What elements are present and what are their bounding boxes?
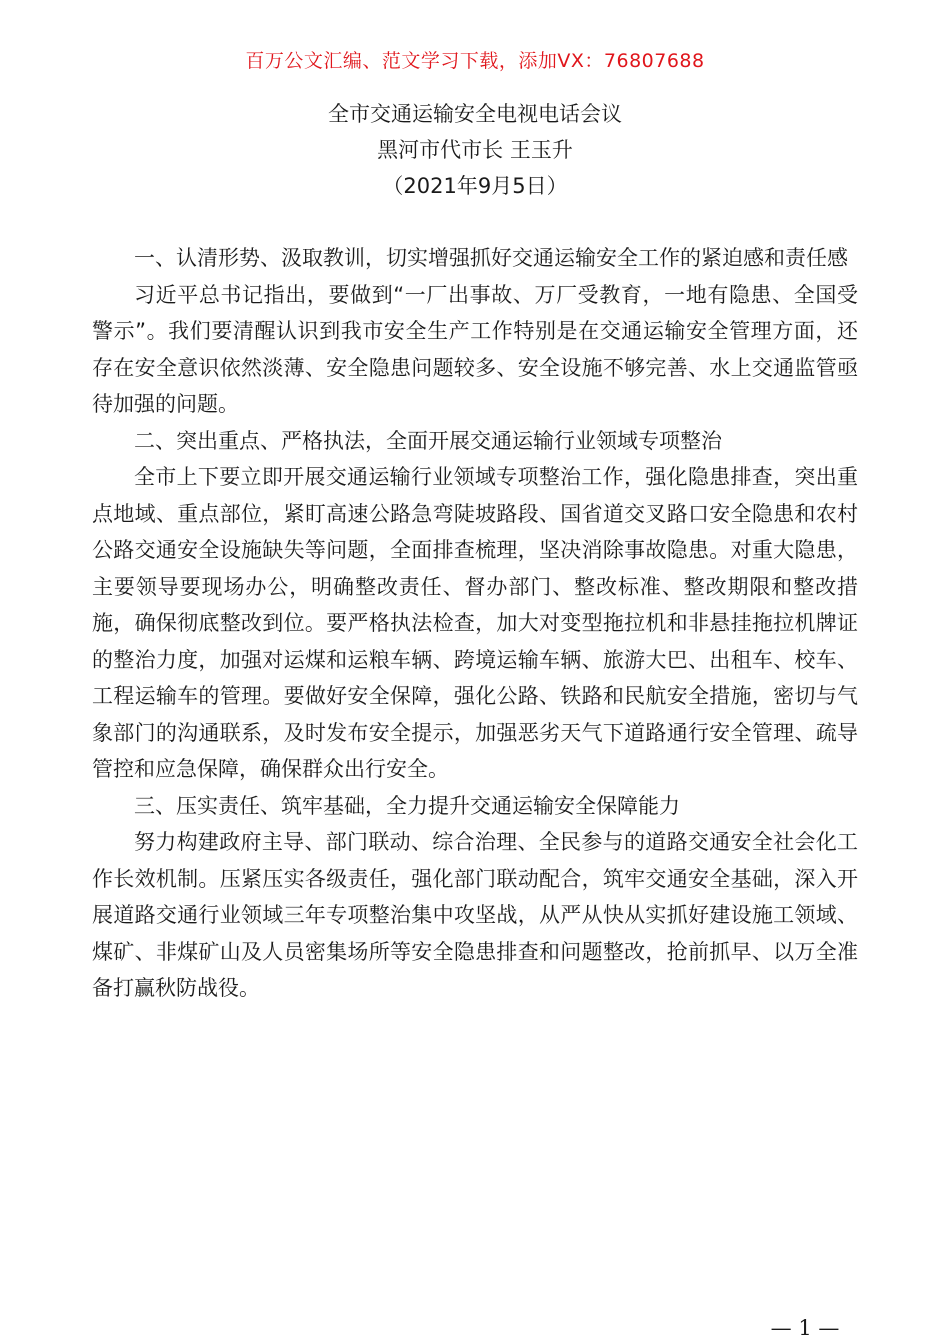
- section-heading-3: 三、压实责任、筑牢基础，全力提升交通运输安全保障能力: [134, 793, 680, 818]
- section-heading-1: 一、认清形势、汲取教训，切实增强抓好交通运输安全工作的紧迫感和责任感: [134, 246, 848, 270]
- section-paragraph-1: 习近平总书记指出，要做到“一厂出事故、万厂受教育，一地有隐患、全国受警示”。我们要清醒认识到我市安全生产工作特别是在交通运输安全管理方面，还存在安全意识依然淡薄、安全隐患问题较多、安全设施不够完善、水上交通监管亟待加强的问题。: [92, 282, 858, 416]
- document-date: （2021年9月5日）: [382, 174, 568, 198]
- document-title: 全市交通运输安全电视电话会议: [328, 102, 622, 126]
- section-paragraph-2: 全市上下要立即开展交通运输行业领域专项整治工作，强化隐患排查，突出重点地域、重点部位，紧盯高速公路急弯陡坡路段、国省道交叉路口安全隐患和农村公路交通安全设施缺失等问题，全面排查梳理，坚决消除事故隐患。对重大隐患，主要领导要现场办公，明确整改责任、督办部门、整改标准、整改期限和整改措施，确保彻底整改到位。要严格执法检查，加大对变型拖拉机和非悬挂拖拉机牌证的整治力度，加强对运煤和运粮车辆、跨境运输车辆、旅游大巴、出租车、校车、工程运输车的管理。要做好安全保障，强化公路、铁路和民航安全措施，密切与气象部门的沟通联系，及时发布安全提示，加强恶劣天气下道路通行安全管理、疏导管控和应急保障，确保群众出行安全。: [92, 465, 858, 781]
- page-number: — 1 —: [770, 1316, 840, 1340]
- document-body: [92, 240, 858, 1007]
- section-paragraph-3: 努力构建政府主导、部门联动、综合治理、全民参与的道路交通安全社会化工作长效机制。压紧压实各级责任，强化部门联动配合，筑牢交通安全基础，深入开展道路交通行业领域三年专项整治集中攻坚战，从严从快从实抓好建设施工领域、煤矿、非煤矿山及人员密集场所等安全隐患排查和问题整改，抢前抓早、以万全准备打赢秋防战役。: [92, 830, 858, 1000]
- document-speaker: 黑河市代市长 王玉升: [377, 138, 573, 162]
- document-title-block: [0, 96, 950, 204]
- header-watermark-note: 百万公文汇编、范文学习下载，添加VX：76807688: [245, 50, 705, 72]
- section-heading-2: 二、突出重点、严格执法，全面开展交通运输行业领域专项整治: [134, 428, 722, 453]
